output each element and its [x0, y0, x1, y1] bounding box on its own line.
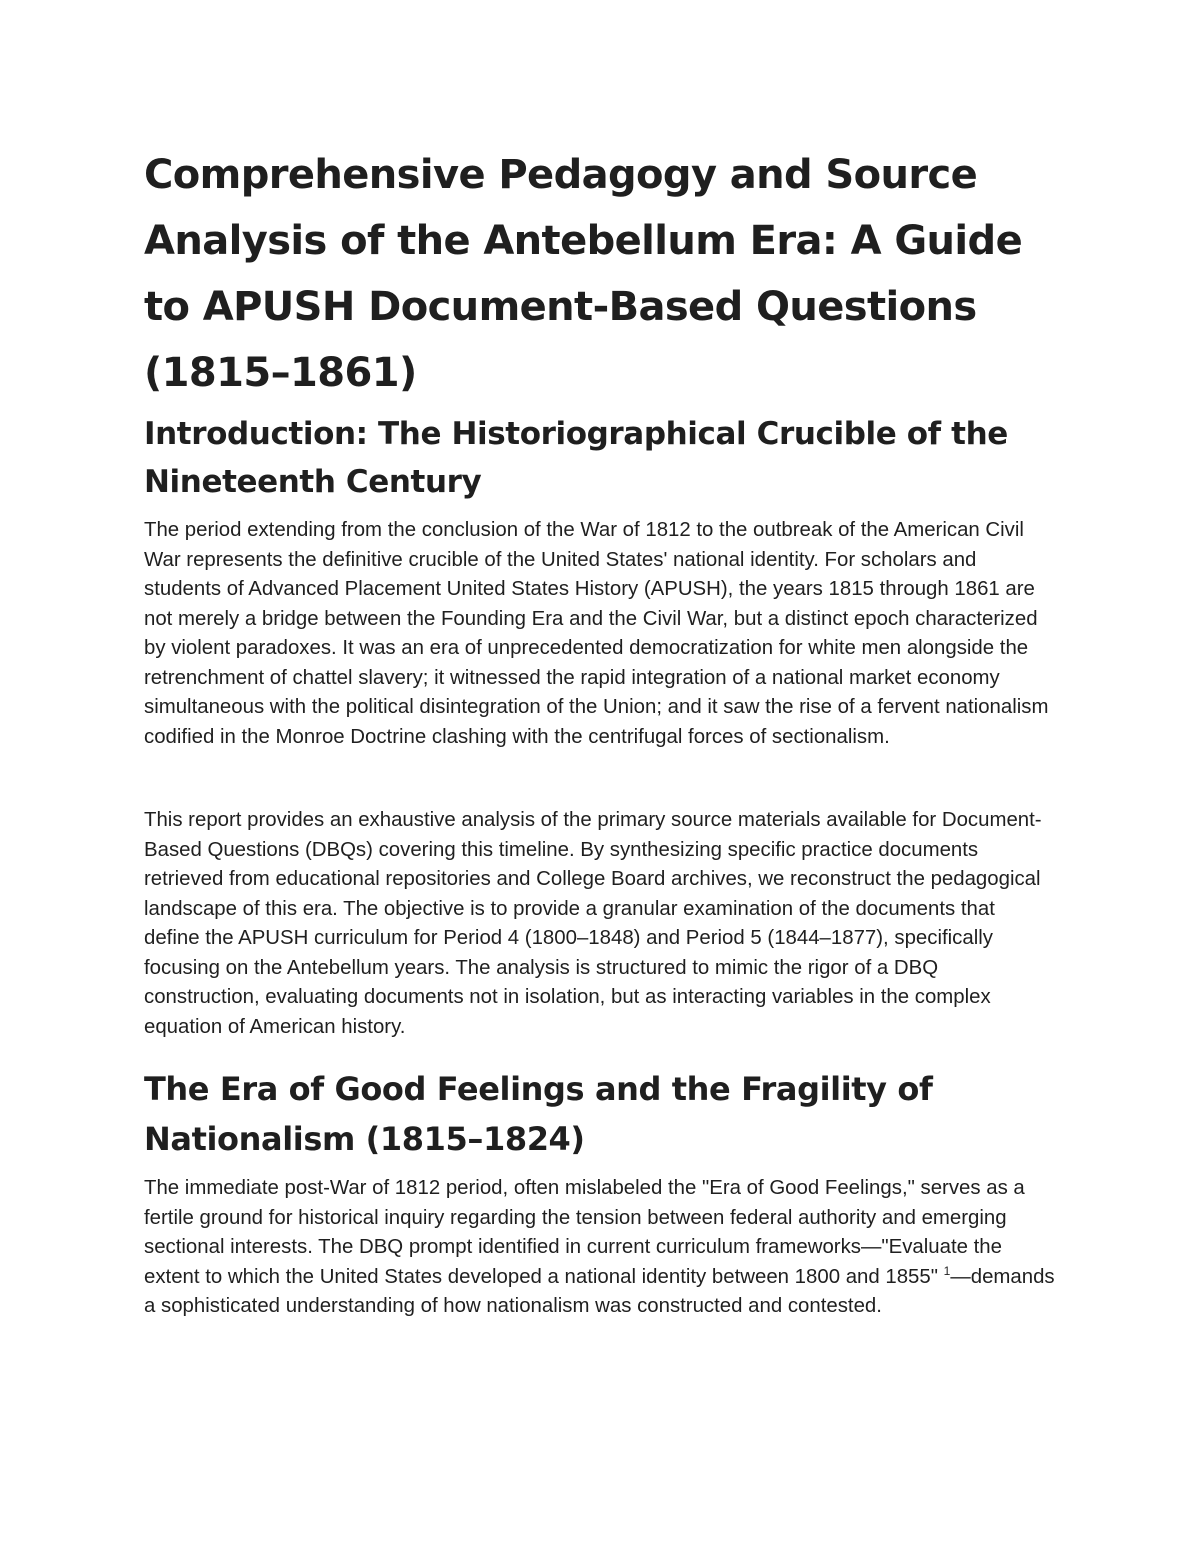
paragraph-introduction-2: This report provides an exhaustive analysis of the primary source materials available for Document-Based Questions (DBQs) covering this timeline. By synthesizing specific practice documents retrieved from educational repositories and College Board archives, we reconstruct the pedagogical landscape of this era. The objective is to provide a granular examination of the documents that define the APUSH curriculum for Period 4 (1800–1848) and Period 5 (1844–1877), specifically focusing on the Antebellum years. The analysis is structured to mimic the rigor of a DBQ construction, evaluating documents not in isolation, but as interacting variables in the complex equation of American history. — [144, 809, 1042, 1038]
paragraph-text-before-footnote: The immediate post-War of 1812 period, often mislabeled the "Era of Good Feelings," serves as a fertile ground for historical inquiry regarding the tension between federal authority and emerging sectional interests. The DBQ prompt identified in current curriculum frameworks—"Evaluate the extent to which the United States developed a national identity between 1800 and 1855" — [144, 1177, 1025, 1288]
document-title: Comprehensive Pedagogy and Source Analysis of the Antebellum Era: A Guide to APUSH Document-Based Questions (1815–1861) — [144, 152, 1023, 396]
footnote-reference[interactable]: 1 — [943, 1263, 951, 1278]
section-heading-era-of-good-feelings: The Era of Good Feelings and the Fragility of Nationalism (1815–1824) — [144, 1070, 933, 1158]
document-page — [144, 0, 1056, 1553]
paragraph-text-after-footnote: —demands a sophisticated understanding of how nationalism was constructed and contested. — [144, 1265, 1055, 1317]
section-heading-introduction: Introduction: The Historiographical Crucible of the Nineteenth Century — [144, 416, 1008, 500]
paragraph-era-of-good-feelings-1 — [144, 1174, 1056, 1322]
paragraph-introduction-1: The period extending from the conclusion of the War of 1812 to the outbreak of the American Civil War represents the definitive crucible of the United States' national identity. For scholars and students of Advanced Placement United States History (APUSH), the years 1815 through 1861 are not merely a bridge between the Founding Era and the Civil War, but a distinct epoch characterized by violent paradoxes. It was an era of unprecedented democratization for white men alongside the retrenchment of chattel slavery; it witnessed the rapid integration of a national market economy simultaneous with the political disintegration of the Union; and it saw the rise of a fervent nationalism codified in the Monroe Doctrine clashing with the centrifugal forces of sectionalism. — [144, 519, 1049, 748]
